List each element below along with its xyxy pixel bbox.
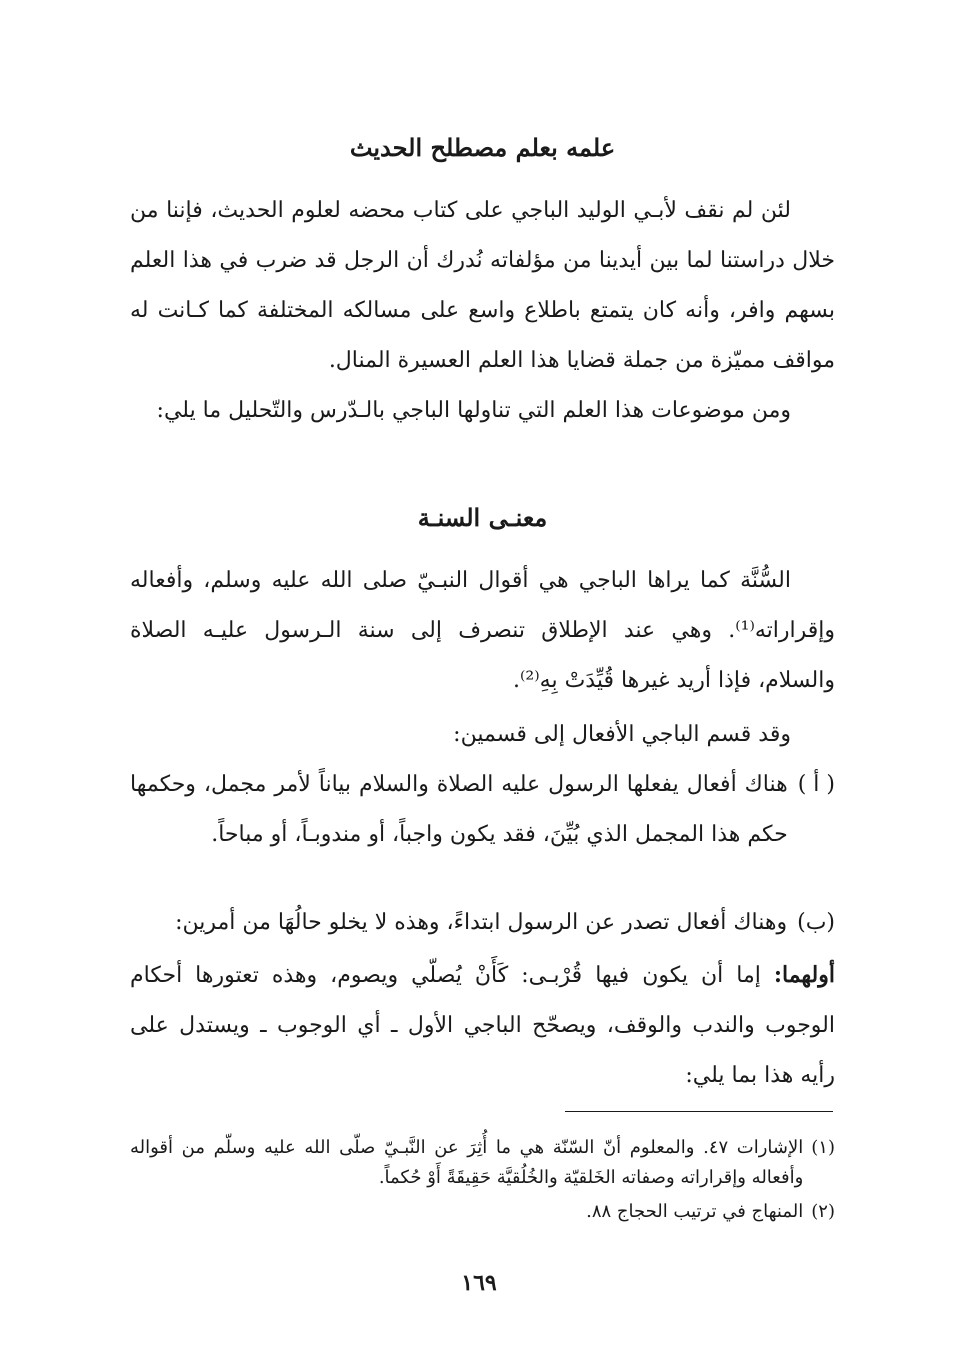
first-case-paragraph (130, 950, 835, 1101)
first-case-lead: أولهما: (773, 962, 835, 988)
topics-paragraph: ومن موضوعات هذا العلم التي تناولها الباجي بالـدّرس والتّحليل ما يلي: (156, 398, 791, 423)
list-item-a (130, 760, 835, 860)
intro-paragraph: لئن لم نقف لأبـي الوليد الباجي على كتاب محضه لعلوم الحديث، فإننا من خلال دراستنا لما بين أيدينا من مؤلفاته نُدرك أن الرجل قد ضرب في هذا العلم بسهم وافر، وأنه كان يتمتع باطلاع واسع على مسالكه المختلفة كما كـانت له مواقف مميّزة من جملة قضايا هذا العلم العسيرة المنال. (130, 198, 835, 373)
footnote-1-text: الإشارات ٤٧. والمعلوم أنّ السّنّة هي ما أُثِرَ عن النَّبـيّ صلّى الله عليه وسلّم من أقواله وأفعاله وإقراراته وصفاته الخَلقيّة والخُلُقيَّة حَقِيقَةً أَوْ حُكماً. (130, 1137, 804, 1188)
footnotes (130, 1133, 835, 1227)
footnote-2-label: (٢) (811, 1201, 835, 1222)
section-heading-hadith-terminology: علمه بعلم مصطلح الحديث (349, 133, 616, 162)
footnote-2 (130, 1197, 835, 1227)
section-heading-sunna: معنـى السنـة (417, 503, 548, 532)
list-item-a-label: ( أ ) (797, 772, 835, 797)
first-case-text: إما أن يكون فيها قُرْبـى: كَأَنْ يُصلّي ويصوم، وهذه تعتورها أحكام الوجوب والندب والوقف، ويصحّح الباجي الأول ـ أي الوجوب ـ ويستدل على رأيه هذا بما يلي: (130, 963, 835, 1088)
list-item-a-text: هناك أفعال يفعلها الرسول عليه الصلاة والسلام بياناً لأمر مجمل، وحكمها حكم هذا المجمل الذي بُيِّنَ، فقد يكون واجباً، أو مندوبـاً، أو مباحاً. (130, 772, 788, 847)
footnote-separator (565, 1111, 833, 1112)
division-intro-paragraph: وقد قسم الباجي الأفعال إلى قسمين: (453, 722, 791, 747)
sunna-paragraph: السُّنَّة كما يراها الباجي هي أقوال النبـيّ صلى الله عليه وسلم، وأفعاله وإقراراته⁽¹⁾. وهي عند الإطلاق تنصرف إلى سنة الـرسول عليـه الصلاة والسلام، فإذا أريد غيرها قُيِّدَتْ بِهِ⁽²⁾. (130, 568, 835, 693)
list-item-b-label: (ب) (797, 910, 835, 935)
page-number: ١٦٩ (461, 1270, 497, 1296)
footnote-1-label: (١) (811, 1137, 835, 1158)
list-item-b-text: وهناك أفعال تصدر عن الرسول ابتداءً، وهذه لا يخلو حالُهَا من أمرين: (175, 910, 788, 935)
footnote-2-text: المنهاج في ترتيب الحجاج ٨٨. (586, 1201, 804, 1222)
list-item-b (130, 898, 835, 948)
footnote-1 (130, 1133, 835, 1193)
